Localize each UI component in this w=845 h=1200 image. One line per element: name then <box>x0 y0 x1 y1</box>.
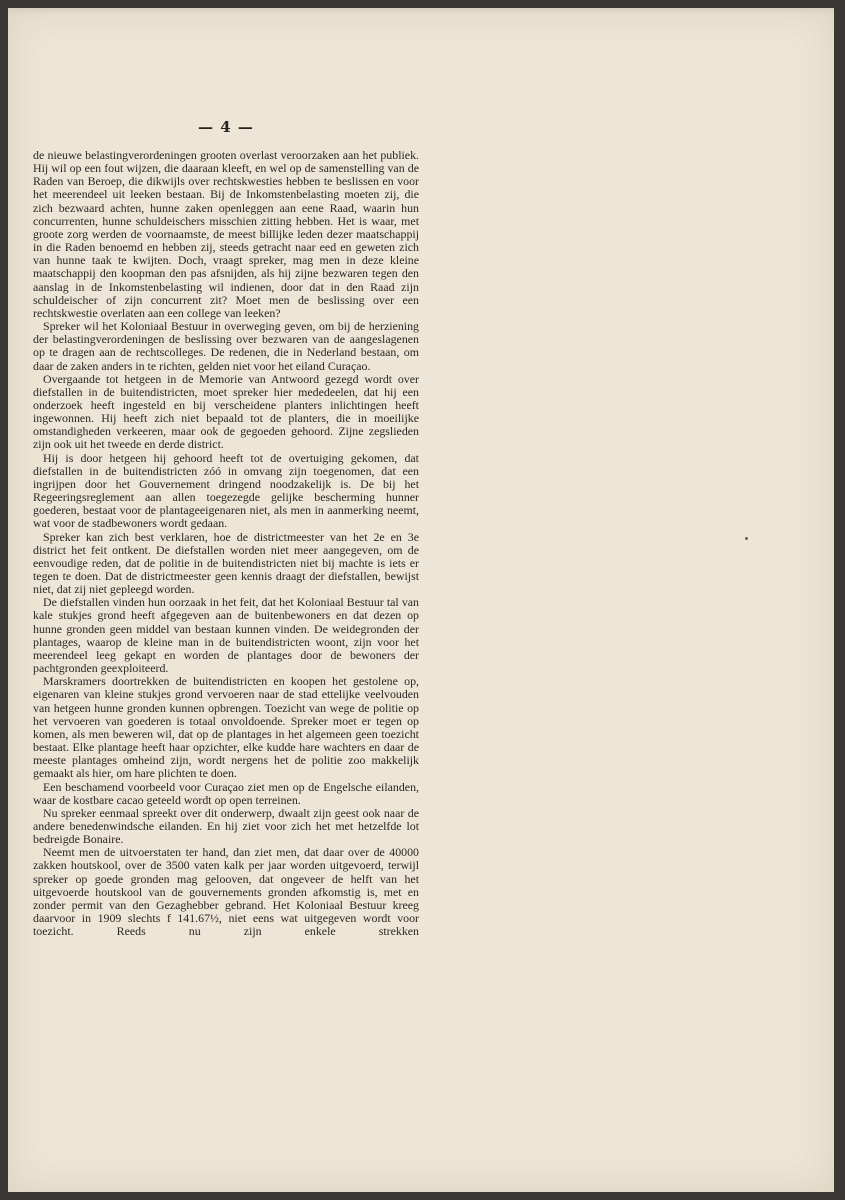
paragraph: Marskramers doortrekken de buitendistricten en koopen het gestolene op, eigenaren van kleine stukjes grond vervoeren naar de stad ettelijke veelvouden van hetgeen hunne gronden kunnen opbrengen. Toezicht van wege de politie op het vervoeren van goederen is totaal onvoldoende. Spreker moet er tegen op komen, als men beweren wil, dat op de plantages in het algemeen geen toezicht bestaat. Elke plantage heeft haar opzichter, elke kudde hare wachters en daar de meeste plantages omheind zijn, wordt nergens het de politie zoo makkelijk gemaakt als hier, om hare plichten te doen. <box>33 674 419 781</box>
paper-speck <box>745 537 748 540</box>
paragraph: De diefstallen vinden hun oorzaak in het feit, dat het Koloniaal Bestuur tal van kale stukjes grond heeft afgegeven aan de buitenbewoners en dat dezen op hunne gronden geen middel van bestaan kunnen vinden. De weidegronden der plantages, waarop de kleine man in de buitendistricten woont, zijn voor het meerendeel leeg gekapt en worden de plantages door de bewoners der pachtgronden geexploiteerd. <box>33 595 419 676</box>
paragraph: de nieuwe belastingverordeningen grooten overlast veroorzaken aan het publiek. Hij wil op een fout wijzen, die daaraan kleeft, en wel op de samenstelling van de Raden van Beroep, die dikwijls over rechtskwesties hebben te beslissen en voor het meerendeel uit leeken bestaan. Bij de Inkomstenbelasting moeten zij, die zich bezwaard achten, hunne zaken openleggen aan eene Raad, waarin hun concurrenten, hunne schuldeischers misschien zitting hebben. Het is waar, met groote zorg werden de voornaamste, de meest billijke leden dezer maatschappij in die Raden benoemd en hebben zij, steeds getracht naar eed en geweten zich van hunne taak te kwijten. Doch, vraagt spreker, mag men in deze kleine maatschappij den koopman den pas afsnijden, als hij zijne bezwaren tegen den aanslag in de Inkomstenbelasting wil indienen, door dat in den Raad zijn schuldeischer of zijn concurrent zit? Moet men de beslissing over een rechtskwestie overlaten aan een college van leeken? <box>33 148 419 320</box>
paragraph: Neemt men de uitvoerstaten ter hand, dan ziet men, dat daar over de 40000 zakken houtskool, over de 3500 vaten kalk per jaar worden uitgevoerd, terwijl spreker op goede gronden mag gelooven, dat ongeveer de helft van het uitgevoerde houtskool van de gouvernements gronden afkomstig is, met en zonder permit van den Gezaghebber gebrand. Het Koloniaal Bestuur kreeg daarvoor in 1909 slechts f 141.67½, niet eens wat uitgegeven wordt voor toezicht. Reeds nu zijn enkele strekken <box>33 845 419 939</box>
text-column <box>33 149 419 938</box>
page-number: — 4 — <box>198 118 254 136</box>
paragraph: Nu spreker eenmaal spreekt over dit onderwerp, dwaalt zijn geest ook naar de andere benedenwindsche eilanden. En hij ziet voor zich het met hetzelfde lot bedreigde Bonaire. <box>33 805 419 847</box>
paragraph: Een beschamend voorbeeld voor Curaçao ziet men op de Engelsche eilanden, waar de kostbare cacao geteeld wordt op open terreinen. <box>33 779 419 807</box>
paragraph: Overgaande tot hetgeen in de Memorie van Antwoord gezegd wordt over diefstallen in de buitendistricten, moet spreker hier mededeelen, dat hij een onderzoek heeft ingesteld en bij verscheidene planters inlichtingen heeft ingewonnen. Hij heeft zich niet bepaald tot de planters, die in moeilijke omstandigheden verkeeren, maar ook de gegoeden gehoord. Zijne zegslieden zijn ook uit het tweede en derde district. <box>33 371 419 452</box>
paragraph: Spreker kan zich best verklaren, hoe de districtmeester van het 2e en 3e district het feit ontkent. De diefstallen worden niet meer aangegeven, om de eenvoudige reden, dat de politie in de buitendistricten niet bij machte is iets er tegen te doen. Dat de districtmeester geen kennis draagt der diefstallen, bewijst niet, dat zij niet gepleegd worden. <box>33 529 419 597</box>
page-edge <box>8 8 834 14</box>
paragraph: Spreker wil het Koloniaal Bestuur in overweging geven, om bij de herziening der belastingverordeningen de beslissing over bezwaren van de aangeslagenen op te dragen aan de rechtscolleges. De redenen, die in Nederland bestaan, om daar de zaken anders in te richten, gelden niet voor het eiland Curaçao. <box>33 319 419 373</box>
paragraph: Hij is door hetgeen hij gehoord heeft tot de overtuiging gekomen, dat diefstallen in de buitendistricten zóó in omvang zijn toegenomen, dat een ingrijpen door het Gouvernement dringend noodzakelijk is. De bij het Regeeringsreglement aan allen toegezegde gelijke bescherming hunner goederen, bestaat voor de plantageeigenaren niet, als men in aanmerking neemt, wat voor de stadbewoners wordt gedaan. <box>33 450 419 531</box>
document-page <box>8 8 834 1192</box>
